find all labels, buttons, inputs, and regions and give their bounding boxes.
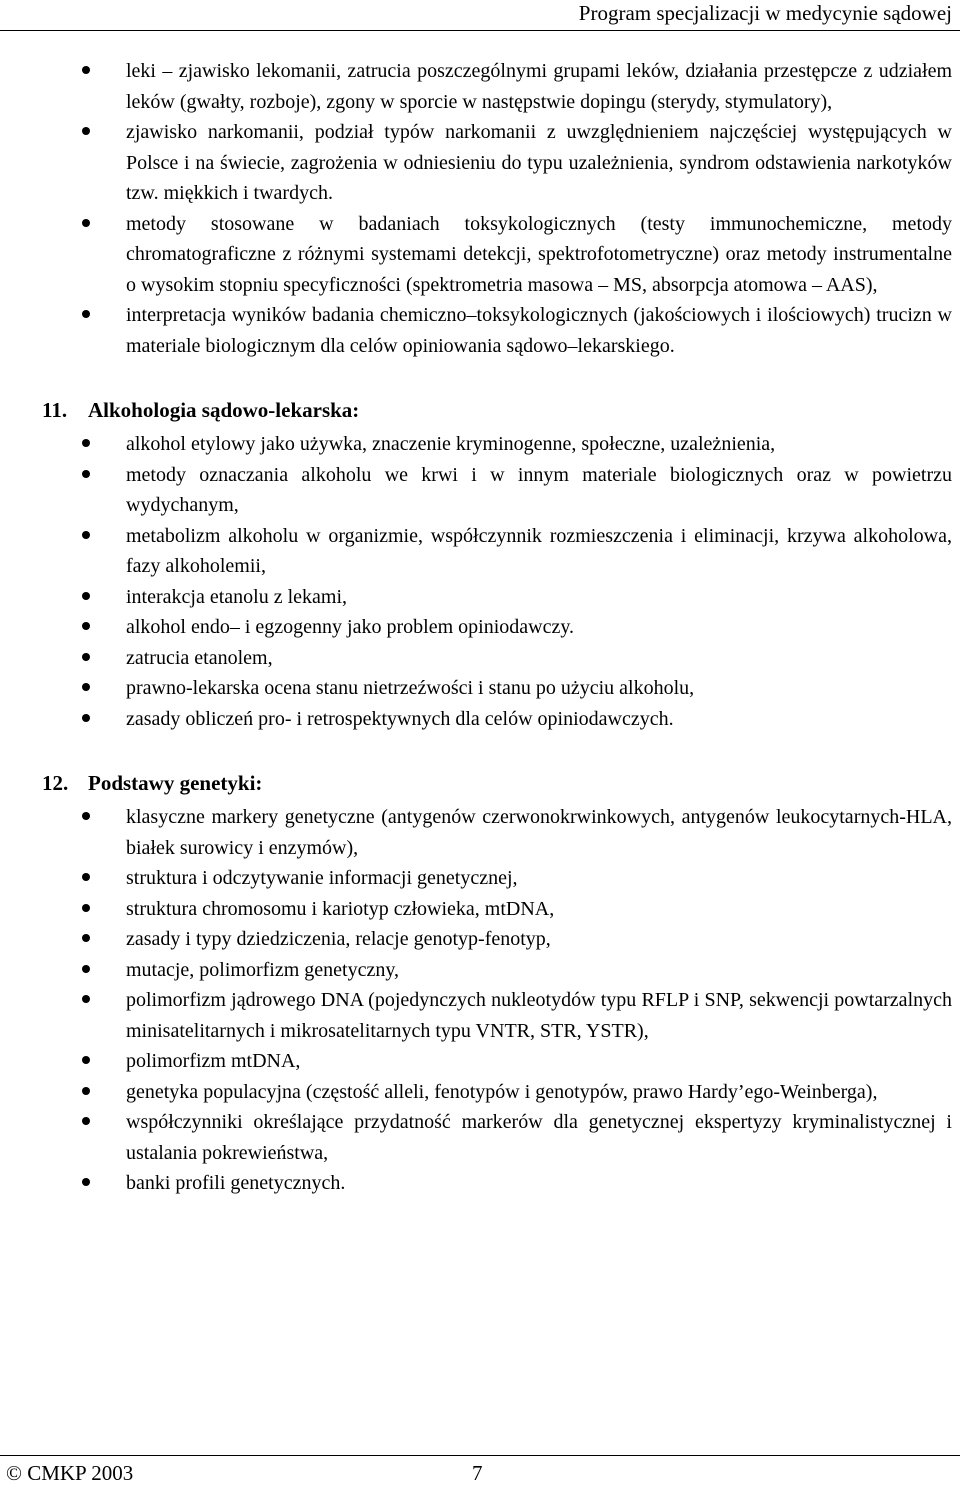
section-number: 11. (42, 398, 68, 422)
header-divider (0, 30, 960, 31)
list-item: polimorfizm mtDNA, (0, 1046, 960, 1077)
list-item: zatrucia etanolem, (0, 643, 960, 674)
list-item: interpretacja wyników badania chemiczno–toksykologicznych (jakościowych i ilościowych) trucizn w materiale biologicznym dla celów opiniowania sądowo–lekarskiego. (0, 300, 960, 361)
section-title: Podstawy genetyki: (88, 771, 263, 795)
list-item: banki profili genetycznych. (0, 1168, 960, 1199)
bullet-icon (82, 219, 90, 227)
list-item: klasyczne markery genetyczne (antygenów czerwonokrwinkowych, antygenów leukocytarnych-HLA, białek surowicy i enzymów), (0, 802, 960, 863)
list-item: współczynniki określające przydatność markerów dla genetycznej ekspertyzy kryminalistycznej i ustalania pokrewieństwa, (0, 1107, 960, 1168)
bullet-icon (82, 653, 90, 661)
list-item: alkohol etylowy jako używka, znaczenie kryminogenne, społeczne, uzależnienia, (0, 429, 960, 460)
bullet-icon (82, 127, 90, 135)
bullet-icon (82, 470, 90, 478)
bullet-icon (82, 683, 90, 691)
list-item: interakcja etanolu z lekami, (0, 582, 960, 613)
bullet-icon (82, 1056, 90, 1064)
list-item: zasady i typy dziedziczenia, relacje genotyp-fenotyp, (0, 924, 960, 955)
document-body (0, 50, 960, 1199)
list-item: struktura i odczytywanie informacji genetycznej, (0, 863, 960, 894)
bullet-icon (82, 714, 90, 722)
list-item: metody stosowane w badaniach toksykologicznych (testy immunochemiczne, metody chromatograficzne z różnymi systemami detekcji, spektrofotometryczne) oraz metody instrumentalne o wysokim stopniu specyficzności (spektrometria masowa – MS, absorpcja atomowa – AAS), (0, 209, 960, 301)
list-item: polimorfizm jądrowego DNA (pojedynczych nukleotydów typu RFLP i SNP, sekwencji powtarzalnych minisatelitarnych i mikrosatelitarnych typu VNTR, STR, YSTR), (0, 985, 960, 1046)
copyright-text: © CMKP 2003 (6, 1461, 134, 1485)
section-number: 12. (42, 771, 69, 795)
bullet-icon (82, 1117, 90, 1125)
bullet-icon (82, 965, 90, 973)
page-footer (0, 1455, 960, 1490)
list-item: metabolizm alkoholu w organizmie, współczynnik rozmieszczenia i eliminacji, krzywa alkoholowa, fazy alkoholemii, (0, 521, 960, 582)
toxicology-list (0, 56, 960, 361)
section-11-heading (0, 395, 960, 425)
bullet-icon (82, 934, 90, 942)
bullet-icon (82, 310, 90, 318)
bullet-icon (82, 904, 90, 912)
bullet-icon (82, 1178, 90, 1186)
bullet-icon (82, 439, 90, 447)
bullet-icon (82, 873, 90, 881)
bullet-icon (82, 531, 90, 539)
list-item: mutacje, polimorfizm genetyczny, (0, 955, 960, 986)
list-item: zjawisko narkomanii, podział typów narkomanii z uwzględnieniem najczęściej występujących w Polsce i na świecie, zagrożenia w odniesieniu do typu uzależnienia, syndrom odstawienia narkotyków tzw. miękkich i twardych. (0, 117, 960, 209)
list-item: prawno-lekarska ocena stanu nietrzeźwości i stanu po użyciu alkoholu, (0, 673, 960, 704)
section-title: Alkohologia sądowo-lekarska: (88, 398, 360, 422)
list-item: alkohol endo– i egzogenny jako problem opiniodawczy. (0, 612, 960, 643)
list-item: metody oznaczania alkoholu we krwi i w innym materiale biologicznych oraz w powietrzu wydychanym, (0, 460, 960, 521)
list-item: leki – zjawisko lekomanii, zatrucia poszczególnymi grupami leków, działania przestępcze z udziałem leków (gwałty, rozboje), zgony w sporcie w następstwie dopingu (sterydy, stymulatory), (0, 56, 960, 117)
list-item: zasady obliczeń pro- i retrospektywnych dla celów opiniodawczych. (0, 704, 960, 735)
list-item: genetyka populacyjna (częstość alleli, fenotypów i genotypów, prawo Hardy’ego-Weinberga), (0, 1077, 960, 1108)
bullet-icon (82, 66, 90, 74)
page-header-title: Program specjalizacji w medycynie sądowej (578, 1, 952, 25)
bullet-icon (82, 592, 90, 600)
genetics-list (0, 802, 960, 1199)
bullet-icon (82, 1087, 90, 1095)
bullet-icon (82, 812, 90, 820)
bullet-icon (82, 995, 90, 1003)
list-item: struktura chromosomu i kariotyp człowieka, mtDNA, (0, 894, 960, 925)
bullet-icon (82, 622, 90, 630)
page-number: 7 (472, 1461, 483, 1485)
section-12-heading (0, 768, 960, 798)
alcohol-list (0, 429, 960, 734)
